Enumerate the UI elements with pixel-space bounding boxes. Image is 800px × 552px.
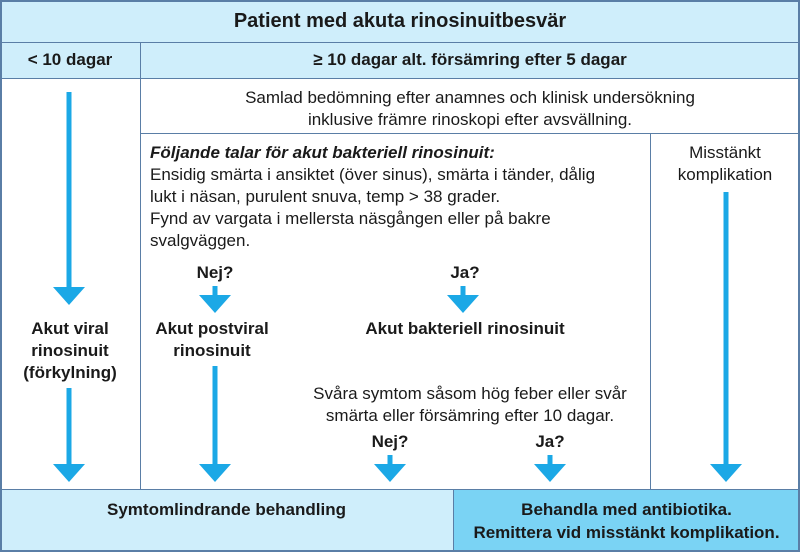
arrow-nej-2 (374, 455, 406, 482)
header-under-10-days: < 10 dagar (27, 50, 113, 69)
arrow-complication-down (710, 192, 742, 482)
severe-line-1: Svåra symtom såsom hög feber eller svår (313, 384, 627, 403)
bacterial-criteria-line-2: lukt i näsan, purulent snuva, temp > 38 grader. (150, 187, 501, 206)
arrow-viral-to-outcome (53, 388, 85, 482)
bacterial-criteria-line-4: svalgväggen. (150, 231, 251, 250)
postviral-line-1: Akut postviral (155, 319, 269, 338)
complication-line-2: komplikation (677, 165, 773, 184)
arrow-postviral-to-outcome (199, 366, 231, 482)
viral-line-2: rinosinuit (31, 341, 109, 360)
assessment-line-1: Samlad bedömning efter anamnes och klinisk undersökning (245, 88, 695, 107)
complication-line-1: Misstänkt (689, 143, 761, 162)
label-nej-2: Nej? (371, 432, 409, 451)
arrow-ja-1 (447, 286, 479, 313)
viral-line-1: Akut viral (31, 319, 109, 338)
bacterial-rhinosinusitis: Akut bakteriell rinosinuit (365, 319, 565, 338)
outcome-symptomatic-treatment: Symtomlindrande behandling (107, 500, 346, 519)
label-ja-1: Ja? (450, 263, 480, 282)
outcome-antibiotics-line-1: Behandla med antibiotika. (521, 500, 732, 519)
outcome-antibiotics-line-2: Remittera vid misstänkt komplikation. (473, 523, 780, 542)
label-nej-1: Nej? (196, 263, 234, 282)
postviral-line-2: rinosinuit (173, 341, 251, 360)
arrow-nej-1 (199, 286, 231, 313)
label-ja-2: Ja? (535, 432, 565, 451)
severe-line-2: smärta eller försämring efter 10 dagar. (325, 406, 615, 425)
bacterial-criteria-line-1: Ensidig smärta i ansiktet (över sinus), smärta i tänder, dålig (150, 165, 596, 184)
title: Patient med akuta rinosinuitbesvär (233, 10, 567, 32)
arrow-ja-2 (534, 455, 566, 482)
viral-line-3: (förkylning) (23, 363, 117, 382)
assessment-line-2: inklusive främre rinoskopi efter avsvällning. (307, 110, 633, 129)
bacterial-criteria-line-3: Fynd av vargata i mellersta näsgången eller på bakre (150, 209, 551, 228)
bacterial-criteria-heading: Följande talar för akut bakteriell rinosinuit: (150, 143, 495, 162)
arrow-viral-down (53, 92, 85, 305)
header-over-10-days: ≥ 10 dagar alt. försämring efter 5 dagar (313, 50, 627, 69)
